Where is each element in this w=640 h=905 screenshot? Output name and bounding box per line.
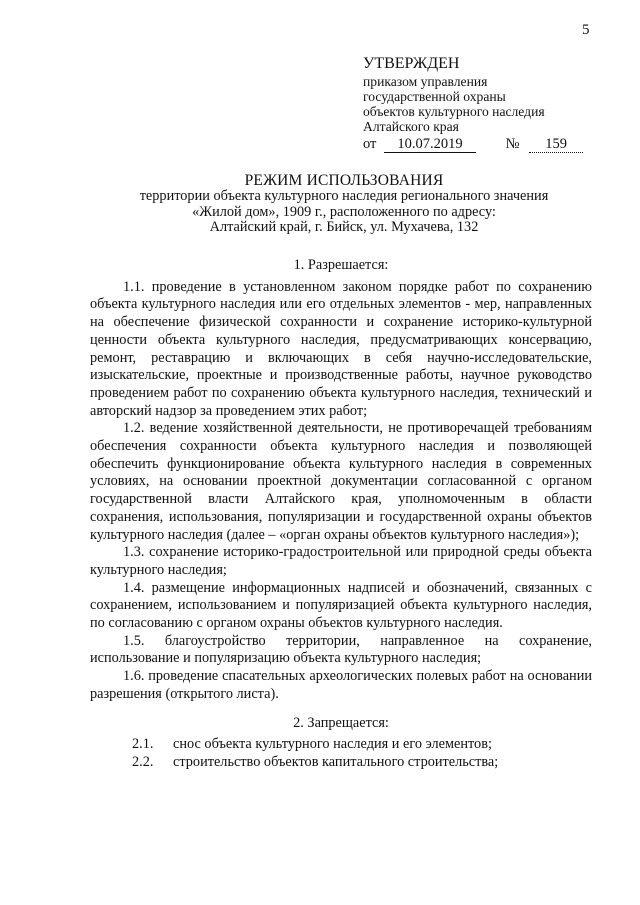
approval-heading: УТВЕРЖДЕН bbox=[363, 55, 460, 72]
approval-line: объектов культурного наследия bbox=[363, 104, 545, 119]
approval-line: государственной охраны bbox=[363, 89, 506, 104]
section-heading-allowed: 1. Разрешается: bbox=[293, 257, 389, 273]
page-number: 5 bbox=[582, 22, 590, 38]
order-date-prefix: от bbox=[363, 136, 377, 152]
order-number: 159 bbox=[529, 137, 583, 153]
item-text: строительство объектов капитального строительства; bbox=[173, 753, 499, 770]
approval-line: Алтайского края bbox=[363, 119, 459, 134]
title-line: территории объекта культурного наследия регионального значения bbox=[139, 188, 549, 204]
approval-line: приказом управления bbox=[363, 74, 488, 89]
allowed-item-1-3: 1.3. сохранение историко-градостроительной или природной среды объекта культурного наследия; bbox=[90, 544, 592, 578]
order-reference bbox=[363, 137, 613, 153]
allowed-item-1-1: 1.1. проведение в установленном законом порядке работ по сохранению объекта культурного наследия или его отдельных элементов - мер, направленных на обеспечение физической сохранности и сохранение историко-культурной ценности объекта культурного наследия, предусматривающих консервацию, ремонт, реставрацию и включающих в себя научно-исследовательские, изыскательские, проектные и производственные работы, научное руководство проведением работ по сохранению объекта культурного наследия, технический и авторский надзор за проведением этих работ; bbox=[90, 278, 592, 419]
item-number: 2.2. bbox=[132, 753, 154, 770]
prohibited-item-2-2 bbox=[90, 754, 592, 772]
prohibited-item-2-1 bbox=[90, 736, 592, 754]
title-line: Алтайский край, г. Бийск, ул. Мухачева, 132 bbox=[209, 219, 479, 235]
document-body bbox=[90, 257, 592, 772]
approval-stamp bbox=[363, 56, 613, 153]
order-number-prefix: № bbox=[505, 136, 520, 152]
section-heading-prohibited: 2. Запрещается: bbox=[293, 714, 389, 731]
allowed-item-1-6: 1.6. проведение спасательных археологических полевых работ на основании разрешения (открытого листа). bbox=[90, 668, 592, 702]
item-number: 2.1. bbox=[132, 736, 154, 753]
order-date: 10.07.2019 bbox=[384, 137, 476, 153]
allowed-item-1-2: 1.2. ведение хозяйственной деятельности, не противоречащей требованиям обеспечения сохранности объекта культурного наследия и позволяющей обеспечить функционирование объекта культурного наследия в современных условиях, на основании проектной документации согласованной с органом государственной власти Алтайского края, уполномоченным в области сохранения, использования, популяризации и государственной охраны объектов культурного наследия (далее – «орган охраны объектов культурного наследия»); bbox=[90, 420, 592, 543]
allowed-item-1-4: 1.4. размещение информационных надписей и обозначений, связанных с сохранением, использованием и популяризацией объекта культурного наследия, по согласованию с органом охраны объектов культурного наследия. bbox=[90, 579, 592, 632]
document-title bbox=[84, 172, 604, 236]
item-text: снос объекта культурного наследия и его элементов; bbox=[173, 736, 492, 753]
title-line: «Жилой дом», 1909 г., расположенного по адресу: bbox=[192, 203, 496, 220]
title-main: РЕЖИМ ИСПОЛЬЗОВАНИЯ bbox=[244, 172, 444, 189]
allowed-item-1-5: 1.5. благоустройство территории, направленное на сохранение, использование и популяризацию объекта культурного наследия; bbox=[90, 632, 592, 667]
